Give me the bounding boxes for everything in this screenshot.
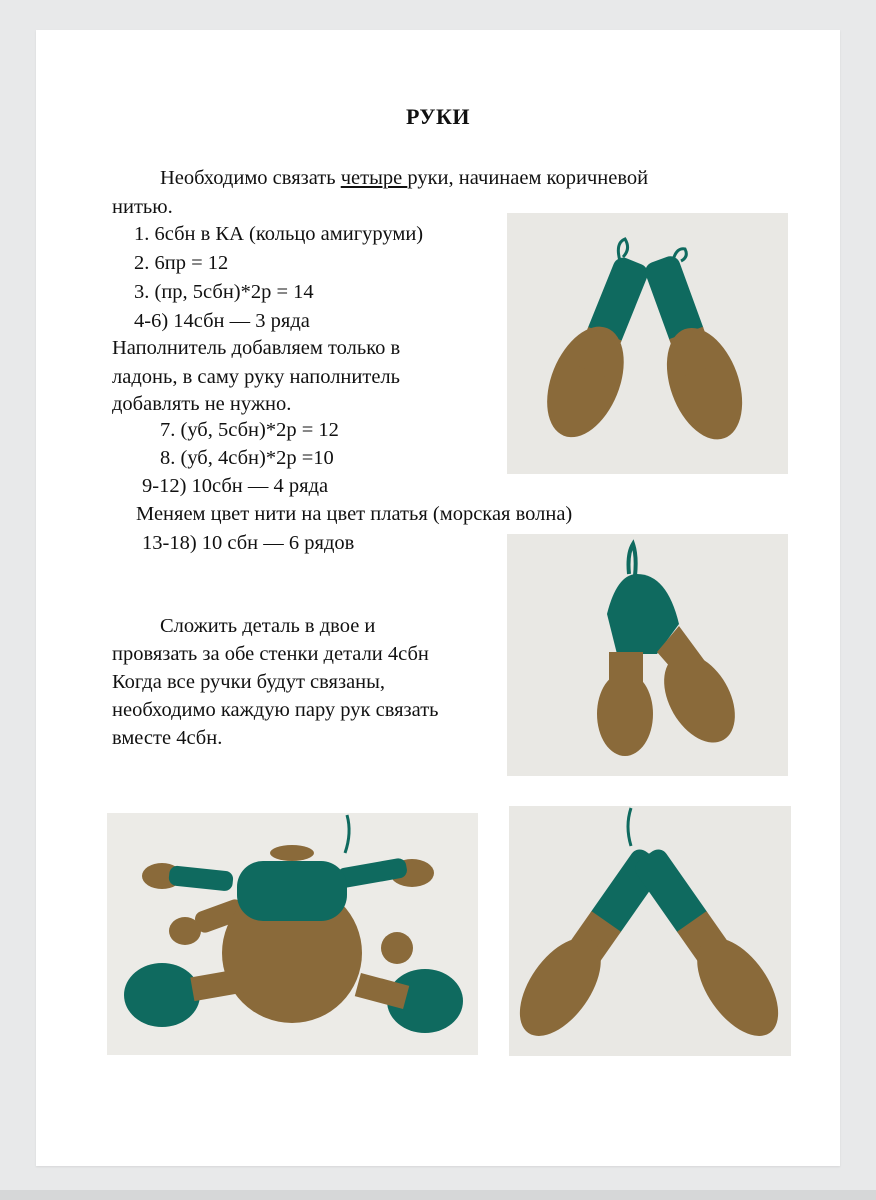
photo-joined-arms	[509, 806, 791, 1056]
row-instruction: 4-6) 14сбн — 3 ряда	[134, 310, 310, 332]
filler-note-line: ладонь, в саму руку наполнитель	[112, 366, 401, 388]
page-bottom-divider	[0, 1190, 876, 1200]
photo-toy-body	[107, 813, 478, 1055]
photo-two-arms	[507, 213, 788, 474]
filler-note-line: добавлять не нужно.	[112, 393, 292, 415]
row-instruction: 1. 6сбн в КА (кольцо амигуруми)	[134, 223, 424, 245]
row-instruction: 8. (уб, 4сбн)*2р =10	[160, 447, 334, 469]
row-instruction: 9-12) 10сбн — 4 ряда	[142, 475, 329, 497]
section-title: РУКИ	[405, 104, 471, 129]
assembly-line: Сложить деталь в двое и	[160, 615, 376, 637]
intro-line-1	[160, 164, 648, 193]
intro-line-2: нитью.	[112, 196, 173, 218]
intro-underlined-word: четыре	[340, 167, 408, 189]
row-instruction: 7. (уб, 5сбн)*2р = 12	[160, 419, 339, 441]
photo-folded-arm	[507, 534, 788, 776]
assembly-line: Когда все ручки будут связаны,	[112, 671, 386, 693]
row-instruction: 2. 6пр = 12	[134, 252, 229, 274]
intro-text-start: Необходимо связать	[160, 167, 341, 189]
row-instruction: 3. (пр, 5сбн)*2р = 14	[134, 281, 314, 303]
filler-note-line: Наполнитель добавляем только в	[112, 337, 401, 359]
color-change-note: Меняем цвет нити на цвет платья (морская волна)	[136, 503, 573, 525]
assembly-line: вместе 4сбн.	[112, 727, 223, 749]
row-instruction: 13-18) 10 сбн — 6 рядов	[142, 532, 355, 554]
intro-text-end: руки, начинаем коричневой	[407, 167, 649, 189]
assembly-line: провязать за обе стенки детали 4сбн	[112, 643, 429, 665]
assembly-line: необходимо каждую пару рук связать	[112, 699, 439, 721]
